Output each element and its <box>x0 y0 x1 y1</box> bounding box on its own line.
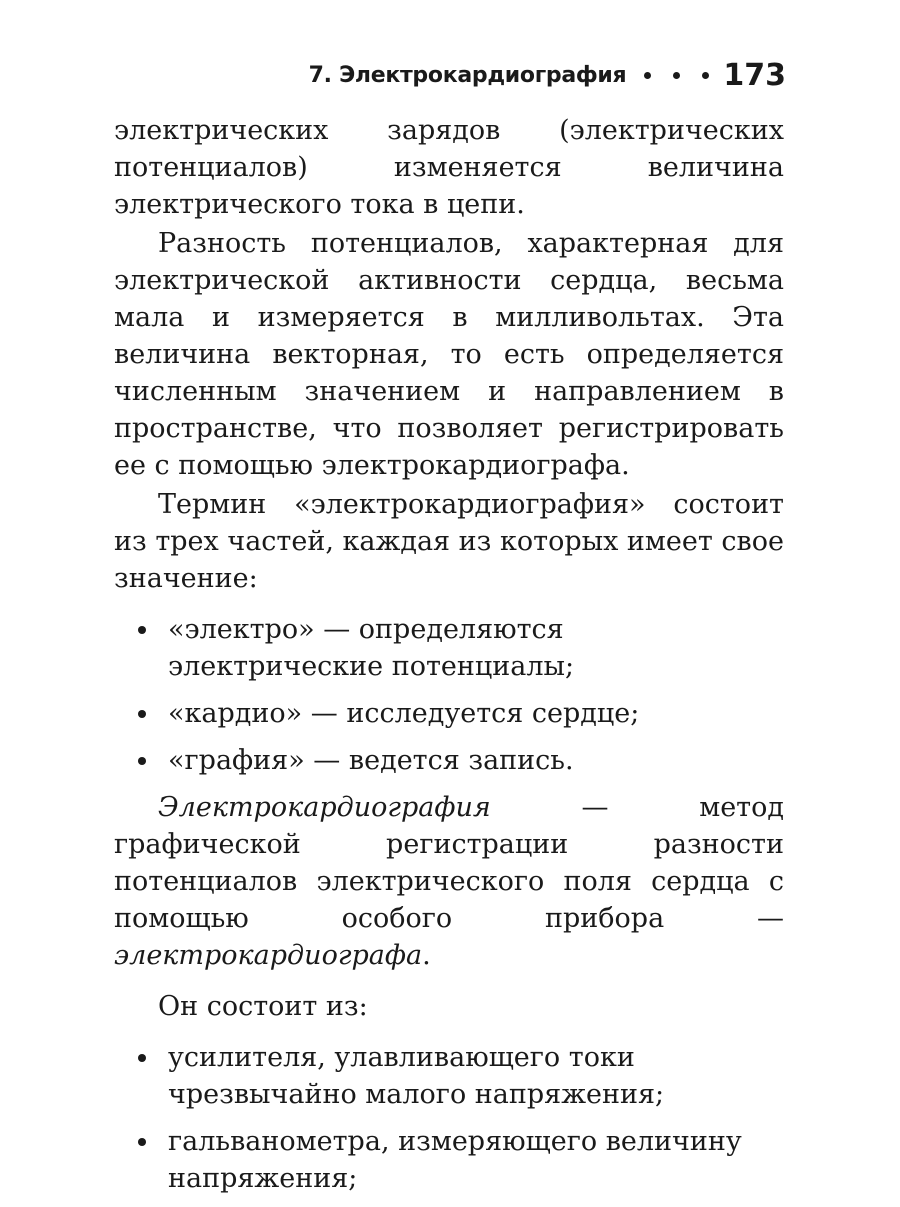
device-emphasis: электрокардиографа <box>114 940 423 971</box>
components-list <box>114 1039 784 1197</box>
list-item: усилителя, улавливающего токи чрезвычайно малого напряжения; <box>114 1039 784 1113</box>
page-number: 173 <box>723 58 786 93</box>
list-item: гальванометра, измеряющего величину напряжения; <box>114 1123 784 1197</box>
term-parts-list <box>114 611 784 779</box>
running-header <box>110 58 786 93</box>
dot-icon <box>673 72 680 79</box>
chapter-title: 7. Электрокардиография <box>308 63 627 88</box>
term-emphasis: Электрокардиография <box>158 792 491 823</box>
dot-icon <box>702 72 709 79</box>
paragraph-potential-difference: Разность потенциалов, характерная для электрической активности сердца, весьма мала и измеряется в милливольтах. Эта величина векторная, то есть определяется численным значением и направлением в пространстве, что позволяет регистрировать ее с помощью электрокардиографа. <box>114 228 784 481</box>
page-body <box>114 112 784 1207</box>
header-dots <box>644 72 709 79</box>
paragraph-term: Термин «электрокардиография» состоит из трех частей, каждая из которых имеет свое значение: <box>114 489 784 594</box>
list-item: «кардио» — исследуется сердце; <box>114 695 784 732</box>
definition-text: — метод графической регистрации разности потенциалов электрического поля сердца с помощью особого прибора — <box>114 792 784 934</box>
list-item: «электро» — определяются электрические потенциалы; <box>114 611 784 685</box>
paragraph-continued: электрических зарядов (электрических потенциалов) изменяется величина электрического тока в цепи. <box>114 115 784 220</box>
list-item: «графия» — ведется запись. <box>114 742 784 779</box>
definition-end: . <box>422 940 431 971</box>
dot-icon <box>644 72 651 79</box>
paragraph-definition <box>114 789 784 974</box>
paragraph-consists-of: Он состоит из: <box>158 991 368 1022</box>
